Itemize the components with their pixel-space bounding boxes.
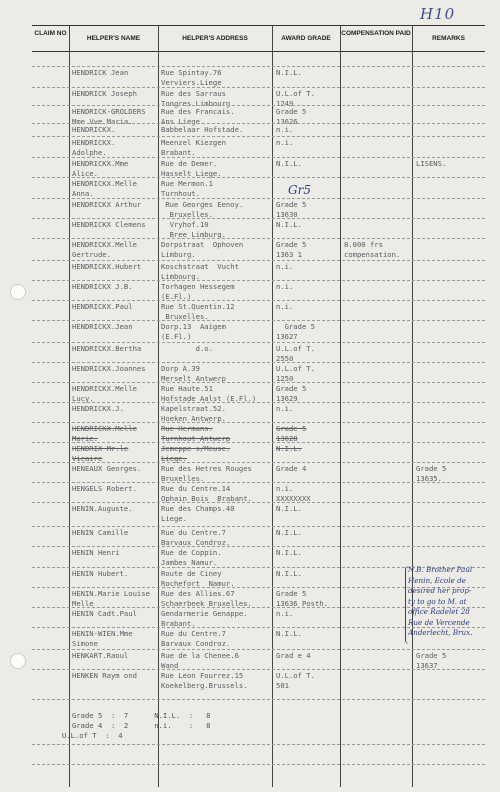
entry-grade: Grad e 4 — [276, 651, 311, 660]
entry-grade: N.I.L. — [276, 444, 302, 453]
entry-grade: Grade 5 13628 — [276, 424, 307, 443]
handwritten-note-line: desired her prop- — [408, 586, 472, 595]
row-rule — [32, 699, 485, 700]
entry-grade: n.i. — [276, 138, 294, 147]
entry-address: Rue du Centre.14 Ophain Bois Brabant. — [161, 484, 252, 503]
entry-name: HENDRICKX.Bertha — [72, 344, 142, 353]
entry-address: Rue des Champs.40 Liege. — [161, 504, 235, 523]
row-rule — [32, 649, 485, 650]
entry-name: HENDRICK-GROLDERS Mme Vve Maria. — [72, 107, 146, 126]
entry-grade: U.L.of T. 2550 — [276, 344, 315, 363]
entry-name: HENDRICKX.J. — [72, 404, 124, 413]
entry-name: HENIN.Auguste. — [72, 504, 133, 513]
entry-name: HENDRICKX. Adolphe. — [72, 138, 116, 157]
entry-name: HENIN Cadt.Paul — [72, 609, 137, 618]
row-rule — [32, 744, 485, 745]
row-rule — [32, 136, 485, 137]
handwritten-note-line: office Radelet 28 — [408, 607, 470, 616]
entry-address: Kapelstraat.52. Hoeken Antwerp. — [161, 404, 226, 423]
entry-address: Dorpstraat Ophoven Limburg. — [161, 240, 244, 259]
entry-name: HENDRIX Mr.le Vicaire — [72, 444, 129, 463]
entry-grade: N.I.L. — [276, 569, 302, 578]
entry-grade: N.I.L. — [276, 528, 302, 537]
page-code: H10 — [420, 5, 456, 23]
handwritten-grade-mark: Gr5 — [288, 183, 311, 197]
row-rule — [32, 238, 485, 239]
handwritten-note-line: Rue de Vercende — [408, 617, 470, 627]
entry-grade: n.i. — [276, 262, 294, 271]
entry-name: HENDRICKX. — [72, 125, 116, 134]
entry-name: HENDRICKX Clemens — [72, 220, 146, 229]
entry-address: Rue du Centre.7 Barvaux Condroz. — [161, 629, 231, 648]
entry-address: Meenzel Kiezgen Brabant. — [161, 138, 226, 157]
entry-grade: N.I.L. — [276, 629, 302, 638]
entry-remarks: Grade 5 13635. — [416, 464, 447, 483]
entry-address: Gendarmerie Genappe. Brabant. — [161, 609, 248, 628]
row-rule — [32, 462, 485, 463]
summary-line: Grade 4 : 2 n.i. : 8 — [72, 721, 211, 730]
handwritten-note-line: N.B. Brother Paul — [408, 565, 473, 574]
entry-address: Torhagen Hessegem (E.Fl.) — [161, 282, 235, 301]
entry-name: HENKART.Raoul — [72, 651, 129, 660]
entry-address: Route de Ciney Rochefort Namur. — [161, 569, 235, 588]
handwritten-note-line: Henin, Ecole de — [408, 575, 466, 585]
row-rule — [32, 362, 485, 363]
entry-grade: U.L.of T. 501 — [276, 671, 315, 690]
binder-hole — [10, 284, 26, 300]
entry-grade: Grade 5 13630 — [276, 200, 307, 219]
row-rule — [32, 123, 485, 124]
row-rule — [32, 402, 485, 403]
entry-address: Rue Hermans. Turnhout Antwerp — [161, 424, 231, 443]
summary-line: Grade 5 : 7 N.I.L. : 8 — [72, 711, 211, 720]
entry-address: Jemeppe s/Meuse. Liege. — [161, 444, 231, 463]
entry-address: Rue des Sarraus Tongres Limbourg. — [161, 89, 235, 108]
entry-grade: Grade 5 13629 — [276, 384, 307, 403]
row-rule — [32, 218, 485, 219]
entry-grade: Grade 5 13627 — [276, 322, 315, 341]
entry-remarks: LISENS. — [416, 159, 447, 168]
entry-address: Rue des Allies.67 Schaerbeek Bruxelles. — [161, 589, 252, 608]
entry-name: HENDRICKX.Melle Marie. — [72, 424, 137, 443]
entry-grade: Grade 5 13636 Posth. — [276, 589, 328, 608]
entry-name: HENDRICKX.Jean — [72, 322, 133, 331]
row-rule — [32, 546, 485, 547]
entry-address: Rue de Coppin. Jambes Namur. — [161, 548, 222, 567]
header-bottom-rule — [32, 51, 485, 52]
row-rule — [32, 482, 485, 483]
entry-name: HENDRICKX.Melle Lucy. — [72, 384, 137, 403]
entry-grade: N.I.L. — [276, 548, 302, 557]
column-divider — [412, 25, 413, 787]
entry-grade: U.L.of T. 1250 — [276, 364, 315, 383]
column-divider — [69, 25, 70, 787]
row-rule — [32, 300, 485, 301]
entry-grade: n.i. — [276, 404, 294, 413]
entry-grade: Grade 5 1363 1 — [276, 240, 307, 259]
row-rule — [32, 764, 485, 765]
entry-address: Rue des Francais. Ans Liege. — [161, 107, 235, 126]
entry-name: HENIN Camille — [72, 528, 129, 537]
entry-grade: Grade 4 — [276, 464, 307, 473]
header-remarks: REMARKS — [432, 35, 465, 42]
row-rule — [32, 157, 485, 158]
entry-address: Rue Spintay.76 Verviers.Liege — [161, 68, 222, 87]
handwritten-note-line: ty to go to M. at — [408, 596, 467, 606]
row-rule — [32, 87, 485, 88]
column-divider — [158, 25, 159, 787]
row-rule — [32, 177, 485, 178]
entry-grade: n.i. — [276, 125, 294, 134]
entry-address: Koschstraat Vucht Limbourg. — [161, 262, 239, 281]
entry-name: HENGELS Robert. — [72, 484, 137, 493]
entry-grade: n.i. — [276, 609, 294, 618]
entry-address: Rue Mermon.1 Turnhout. — [161, 179, 213, 198]
entry-grade: N.I.L. — [276, 220, 302, 229]
entry-address: d.o. — [161, 344, 213, 353]
entry-address: Rue Leon Fourrez.15 Koekelberg.Brussels. — [161, 671, 248, 690]
column-divider — [340, 25, 341, 787]
entry-name: HENIN Hubert. — [72, 569, 129, 578]
entry-grade: n.i. — [276, 302, 294, 311]
entry-grade: N.I.L. — [276, 504, 302, 513]
row-rule — [32, 342, 485, 343]
entry-name: HENDRICKX J.B. — [72, 282, 133, 291]
entry-address: Rue St.Quentin.12 Bruxelles. — [161, 302, 235, 321]
entry-address: Babbelaar Hofstade. — [161, 125, 244, 134]
row-rule — [32, 502, 485, 503]
entry-name: HENKEN Raym ond — [72, 671, 137, 680]
header-claim-no: CLAIM NO — [34, 30, 67, 37]
header-top-rule — [32, 25, 485, 26]
entry-address: Rue de Demer. Hasselt Liege. — [161, 159, 222, 178]
entry-address: Rue de la Chenee.6 Wand — [161, 651, 239, 670]
entry-address: Rue Haute.51 Hofstade Aalst (E.Fl.) — [161, 384, 257, 403]
entry-address: Vryhof.10 Bree Limburg. — [169, 220, 226, 239]
row-rule — [32, 382, 485, 383]
row-rule — [32, 669, 485, 670]
entry-name: HENDRICKX.Hubert — [72, 262, 142, 271]
entry-name: HENDRICKX.Melle Gertrude. — [72, 240, 137, 259]
entry-name: HENDRICKX.Melle Anna. — [72, 179, 137, 198]
handwritten-note — [405, 566, 490, 644]
summary-line: U.L.of T : 4 — [62, 731, 123, 740]
entry-name: HENDRICKX.Mme Alice. — [72, 159, 129, 178]
entry-name: HENEAUX Georges. — [72, 464, 142, 473]
row-rule — [32, 526, 485, 527]
row-rule — [32, 442, 485, 443]
entry-grade: U.L.of T. 1249 — [276, 89, 315, 108]
row-rule — [32, 422, 485, 423]
handwritten-note-line: Anderlecht, Brux. — [408, 628, 473, 637]
entry-name: HENIN-WIEN.Mme Simone — [72, 629, 133, 648]
entry-compensation: 8.000 frs compensation. — [344, 240, 401, 259]
header-helpers-address: HELPER'S ADDRESS — [182, 35, 248, 42]
row-rule — [32, 280, 485, 281]
entry-grade: N.I.L. — [276, 68, 302, 77]
entry-address: Dorp.13 Aaigem (E.Fl.) — [161, 322, 226, 341]
entry-remarks: Grade 5 13637 — [416, 651, 447, 670]
row-rule — [32, 66, 485, 67]
entry-name: HENIN Henri — [72, 548, 120, 557]
row-rule — [32, 105, 485, 106]
header-compensation-paid: COMPENSATION PAID — [341, 30, 411, 37]
entry-name: HENDRICKX Arthur — [72, 200, 142, 209]
entry-name: HENDRICK Jean — [72, 68, 129, 77]
row-rule — [32, 320, 485, 321]
entry-name: HENDRICKX.Joannes — [72, 364, 146, 373]
entry-grade: n.i. XXXXXXXX — [276, 484, 311, 503]
entry-name: HENDRICK Joseph — [72, 89, 137, 98]
entry-grade: Grade 5 13626 — [276, 107, 307, 126]
entry-address: Dorp A.39 Merselt Antwerp — [161, 364, 226, 383]
entry-grade: N.I.L. — [276, 159, 302, 168]
binder-hole — [10, 653, 26, 669]
header-helpers-name: HELPER'S NAME — [86, 35, 141, 42]
column-divider — [272, 25, 273, 787]
entry-address: Rue Georges Eenoy. Bruxelles. — [165, 200, 244, 219]
entry-name: HENIN.Marie Louise Melle — [72, 589, 150, 608]
entry-grade: n.i. — [276, 282, 294, 291]
row-rule — [32, 260, 485, 261]
entry-name: HENDRICKX.Paul — [72, 302, 133, 311]
header-award-grade: AWARD GRADE — [281, 35, 331, 42]
entry-address: Rue des Hetres Rouges Bruxelles. — [161, 464, 252, 483]
row-rule — [32, 198, 485, 199]
entry-address: Rue du Centre.7 Barvaux Condroz. — [161, 528, 231, 547]
